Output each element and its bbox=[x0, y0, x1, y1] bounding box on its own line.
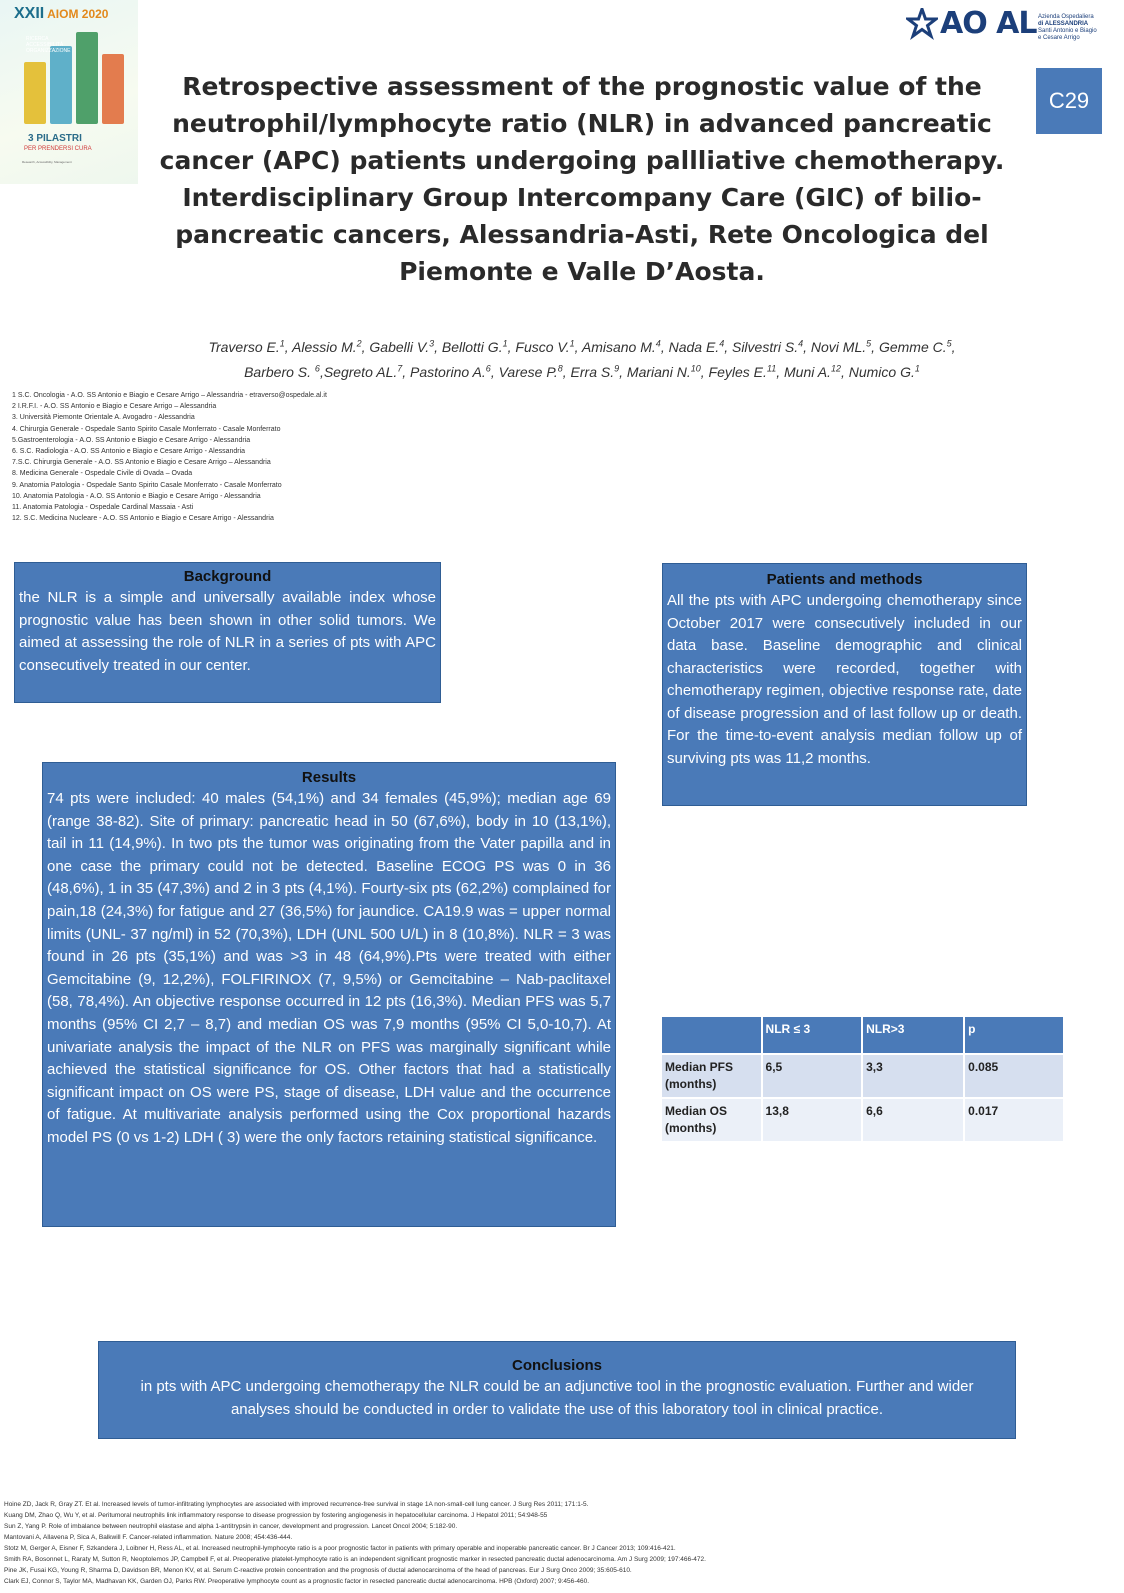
congress-logo-title bbox=[14, 5, 109, 22]
author: Mariani N.$^{10}$, bbox=[626, 363, 709, 381]
reference-item: Pine JK, Fusai KG, Young R, Sharma D, Davidson BR, Menon KV, et al. Serum C-reactive protein concentration and the prognosis of ductal adenocarcinoma of the head of pancreas. Eur J Surg Onco 2009; 35:605-610. bbox=[4, 1567, 632, 1574]
author: Numico G.$^1$ bbox=[848, 363, 920, 381]
results-heading: Results bbox=[301, 769, 357, 786]
affiliation-item: 11. Anatomia Patologia - Ospedale Cardinal Massaia - Asti bbox=[12, 504, 194, 512]
affiliation-item: 4. Chirurgia Generale - Ospedale Santo Spirito Casale Monferrato - Casale Monferrato bbox=[12, 425, 281, 433]
author: Segreto AL.$^7$, bbox=[323, 363, 411, 381]
pillar-word: RICERCA bbox=[26, 36, 49, 42]
author: Amisano M.$^4$, bbox=[581, 338, 669, 355]
author-affiliation-number: 6 bbox=[314, 363, 320, 374]
poster-code-badge: C29 bbox=[1036, 68, 1102, 134]
table-header-cell: p bbox=[964, 1017, 1064, 1054]
author-affiliation-number: 8 bbox=[557, 363, 563, 374]
reference-item: Smith RA, Bosonnet L, Raraty M, Sutton R, Neoptolemos JP, Campbell F, et al. Preoperative platelet-lymphocyte ratio is an independent significant prognostic marker in resected pancreatic ductal adenocarcinoma. Am J Surg 2009; 197:466-472. bbox=[4, 1556, 706, 1563]
author-affiliation-number: 1 bbox=[914, 363, 920, 374]
table-row bbox=[662, 1098, 1064, 1142]
author-list bbox=[150, 332, 1014, 383]
affiliation-item: 10. Anatomia Patologia - A.O. SS Antonio e Biagio e Cesare Arrigo - Alessandria bbox=[12, 492, 261, 500]
author: Novi ML.$^5$, bbox=[810, 338, 879, 355]
author-affiliation-number: 6 bbox=[485, 363, 491, 374]
background-text: the NLR is a simple and universally available index whose prognostic value has been shown in other solid tumors. We aimed at assessing the role of NLR in a series of pts with APC consecutively treated in our center. bbox=[19, 589, 436, 674]
author-affiliation-number: 1 bbox=[569, 338, 575, 348]
table-header-row bbox=[662, 1017, 1064, 1054]
congress-edition: XXII bbox=[14, 5, 45, 22]
background-heading: Background bbox=[183, 568, 272, 585]
author-affiliation-number: 9 bbox=[614, 363, 620, 374]
table-header-cell: NLR>3 bbox=[862, 1017, 964, 1054]
table-cell: 6,5 bbox=[762, 1054, 863, 1098]
table-header-cell: NLR ≤ 3 bbox=[762, 1017, 863, 1054]
poster-title: Retrospective assessment of the prognostic value of the neutrophil/lymphocyte ratio (NLR) in advanced pancreatic cancer (APC) patients undergoing pallliative chemotherapy. Interdisciplinary Group Intercompany Care (GIC) of bilio-pancreatic cancers, Alessandria-Asti, Rete Oncologica del Piemonte e Valle D’Aosta. bbox=[159, 72, 1005, 286]
table-cell: 0.017 bbox=[964, 1098, 1064, 1142]
table-row bbox=[662, 1054, 1064, 1098]
affiliation-item: 3. Università Piemonte Orientale A. Avogadro - Alessandria bbox=[12, 414, 195, 422]
author: Fusco V.$^1$, bbox=[515, 338, 582, 355]
author: Barbero S. $^6$, bbox=[244, 363, 324, 381]
pillar-word: ORGANIZZAZIONE bbox=[26, 48, 71, 54]
results-section bbox=[42, 762, 616, 1227]
author: Traverso E.$^1$, bbox=[208, 338, 293, 355]
author-affiliation-number: 12 bbox=[830, 363, 841, 374]
congress-footer: Research, Accessibility, Management bbox=[22, 160, 72, 164]
author-affiliation-number: 11 bbox=[766, 363, 777, 374]
table-cell: 0.085 bbox=[964, 1054, 1064, 1098]
affiliation-item: 5.Gastroenterologia - A.O. SS Antonio e Biagio e Cesare Arrigo - Alessandria bbox=[12, 436, 251, 444]
affiliation-list bbox=[12, 390, 572, 524]
reference-item: Clark EJ, Connor S, Taylor MA, Madhavan KK, Garden OJ, Parks RW. Preoperative lymphocyte count as a prognostic factor in resected pancreatic ductal adenocarcinoma. HPB (Oxford) 2007; 9:456-460. bbox=[4, 1578, 590, 1585]
author: Varese P.$^8$, bbox=[498, 363, 571, 381]
conclusions-heading: Conclusions bbox=[511, 1357, 602, 1374]
author: Bellotti G.$^1$, bbox=[441, 338, 516, 355]
author: Muni A.$^{12}$, bbox=[784, 363, 849, 381]
table-cell: Median PFS (months) bbox=[662, 1054, 762, 1098]
affiliation-item: 9. Anatomia Patologia - Ospedale Santo Spirito Casale Monferrato - Casale Monferrato bbox=[12, 481, 282, 489]
affiliation-item: 1 S.C. Oncologia - A.O. SS Antonio e Biagio e Cesare Arrigo – Alessandria - etraverso@ospedale.al.it bbox=[12, 392, 327, 399]
conclusions-section bbox=[98, 1341, 1016, 1439]
author-affiliation-number: 1 bbox=[502, 338, 508, 348]
reference-item: Sun Z, Yang P. Role of imbalance between neutrophil elastase and alpha 1-antitrypsin in cancer, development and progression. Lancet Oncol 2004; 5:182-90. bbox=[4, 1523, 458, 1530]
table-header-cell bbox=[662, 1017, 762, 1054]
author-affiliation-number: 10 bbox=[690, 363, 701, 374]
congress-name: AIOM 2020 bbox=[47, 7, 109, 21]
table-cell: Median OS (months) bbox=[662, 1098, 762, 1142]
author: Alessio M.$^2$, bbox=[292, 338, 370, 355]
affiliation-item: 8. Medicina Generale - Ospedale Civile di Ovada – Ovada bbox=[12, 470, 193, 478]
congress-logo bbox=[0, 0, 138, 184]
reference-list bbox=[4, 1499, 1120, 1587]
author-affiliation-number: 2 bbox=[356, 338, 362, 348]
methods-heading: Patients and methods bbox=[766, 571, 923, 588]
congress-pillars-sub: PER PRENDERSI CURA bbox=[24, 146, 92, 152]
affiliation-item: 12. S.C. Medicina Nucleare - A.O. SS Antonio e Biagio e Cesare Arrigo - Alessandria bbox=[12, 515, 274, 523]
table-cell: 13,8 bbox=[762, 1098, 863, 1142]
author: Gemme C.$^5$, bbox=[878, 338, 956, 355]
results-table bbox=[662, 1017, 1065, 1143]
reference-item: Mantovani A, Allavena P, Sica A, Balkwill F. Cancer-related inflammation. Nature 2008; 454:436-444. bbox=[4, 1534, 293, 1541]
table-cell: 6,6 bbox=[862, 1098, 964, 1142]
institution-logo bbox=[898, 0, 1124, 50]
author: Pastorino A.$^6$, bbox=[410, 363, 499, 381]
institution-brand: AO AL bbox=[940, 6, 1037, 41]
affiliation-item: 7.S.C. Chirurgia Generale - A.O. SS Antonio e Biagio e Cesare Arrigo – Alessandria bbox=[12, 459, 271, 467]
methods-section bbox=[662, 563, 1027, 806]
author-affiliation-number: 4 bbox=[655, 338, 661, 348]
author: Feyles E.$^{11}$, bbox=[708, 363, 784, 381]
affiliation-item: 2 I.R.F.I. - A.O. SS Antonio e Biagio e Cesare Arrigo – Alessandria bbox=[12, 403, 217, 411]
methods-text: All the pts with APC undergoing chemotherapy since October 2017 were consecutively included in our data base. Baseline demographic and clinical characteristics were recorded, together with chemotherapy regimen, objective response rate, date of disease progression and of last follow up or death. For the time-to-event analysis median follow up of surviving pts was 11,2 months. bbox=[667, 592, 1022, 767]
author: Erra S.$^9$, bbox=[570, 363, 627, 381]
author: Silvestri S.$^4$, bbox=[731, 338, 811, 355]
background-section bbox=[14, 562, 441, 703]
author-affiliation-number: 7 bbox=[397, 363, 403, 374]
author: Nada E.$^4$, bbox=[668, 338, 732, 355]
reference-item: Hoine ZD, Jack R, Gray ZT. Et al. Increased levels of tumor-infiltrating lymphocytes are associated with improved recurrence-free survival in stage 1A non-small-cell lung cancer. J Surg Res 2011; 171:1-5. bbox=[4, 1501, 589, 1508]
author: Gabelli V.$^3$, bbox=[369, 338, 442, 355]
author-affiliation-number: 4 bbox=[798, 338, 804, 348]
conclusions-text: in pts with APC undergoing chemotherapy the NLR could be an adjunctive tool in the prognostic evaluation. Further and wider analyses should be conducted in order to validate the use of this laboratory tool in clinical practice. bbox=[140, 1378, 974, 1418]
author-affiliation-number: 3 bbox=[429, 338, 435, 348]
table-cell: 3,3 bbox=[862, 1054, 964, 1098]
affiliation-item: 6. S.C. Radiologia - A.O. SS Antonio e Biagio e Cesare Arrigo - Alessandria bbox=[12, 448, 246, 456]
author-affiliation-number: 5 bbox=[866, 338, 872, 348]
institution-subtitle: Azienda Ospedaliera di ALESSANDRIA Santi Antonio e Biagio e Cesare Arrigo bbox=[1038, 14, 1097, 41]
reference-item: Stotz M, Gerger A, Eisner F, Szkandera J, Loibner H, Ress AL, et al. Increased neutrophil-lymphocyte ratio is a poor prognostic factor in patients with primary operable and inoperable pancreatic cancer. Br J Cancer 2013; 109:416-421. bbox=[4, 1545, 676, 1552]
author-affiliation-number: 5 bbox=[946, 338, 952, 348]
star-icon bbox=[906, 8, 938, 40]
reference-item: Kuang DM, Zhao Q, Wu Y, et al. Peritumoral neutrophils link inflammatory response to disease progression by fostering angiogenesis in hepatocellular carcinoma. J Hepatol 2011; 54:948-55 bbox=[4, 1512, 548, 1519]
author-affiliation-number: 1 bbox=[279, 338, 285, 348]
pillar-word: ACCESSIBILITÀ bbox=[26, 42, 64, 48]
results-text: 74 pts were included: 40 males (54,1%) and 34 females (45,9%); median age 69 (range 38-82). Site of primary: pancreatic head in 50 (67,6%), body in 10 (13,1%), tail in 11 (14,9%). In two pts the tumor was originating from the Vater papilla and in one case the primary could not be detected. Baseline ECOG PS was 0 in 36 (48,6%), 1 in 35 (47,3%) and 2 in 3 pts (4,1%). Fourty-six pts (62,2%) complained for pain,18 (24,3%) for fatigue and 27 (36,5%) for jaundice. CA19.9 was = upper normal limits (UNL- 37 ng/ml) in 52 (70,3%), LDH (UNL 500 U/L) in 8 (10,8%). NLR = 3 was found in 26 pts (35,1%) and was >3 in 48 (64,9%).Pts were treated with either Gemcitabine (9, 12,2%), FOLFIRINOX (7, 9,5%) or Gemcitabine – Nab-paclitaxel (58, 78,4%). An objective response occurred in 12 pts (16,3%). Median PFS was 5,7 months (95% CI 2,7 – 8,7) and median OS was 7,9 months (95% CI 5,0-10,7). At univariate analysis the impact of the NLR on PFS was marginally significant while achieved the statistical significance for OS. Other factors that had a statistically significant impact on OS were PS, stage of disease, LDH value and the occurrence of fatigue. At multivariate analysis performed using the Cox proportional hazards model PS (0 vs 1-2) LDH ( 3) were the only factors retaining statistical significance. bbox=[47, 790, 611, 1146]
author-affiliation-number: 4 bbox=[719, 338, 725, 348]
congress-pillars-text: 3 PILASTRI bbox=[28, 133, 82, 144]
